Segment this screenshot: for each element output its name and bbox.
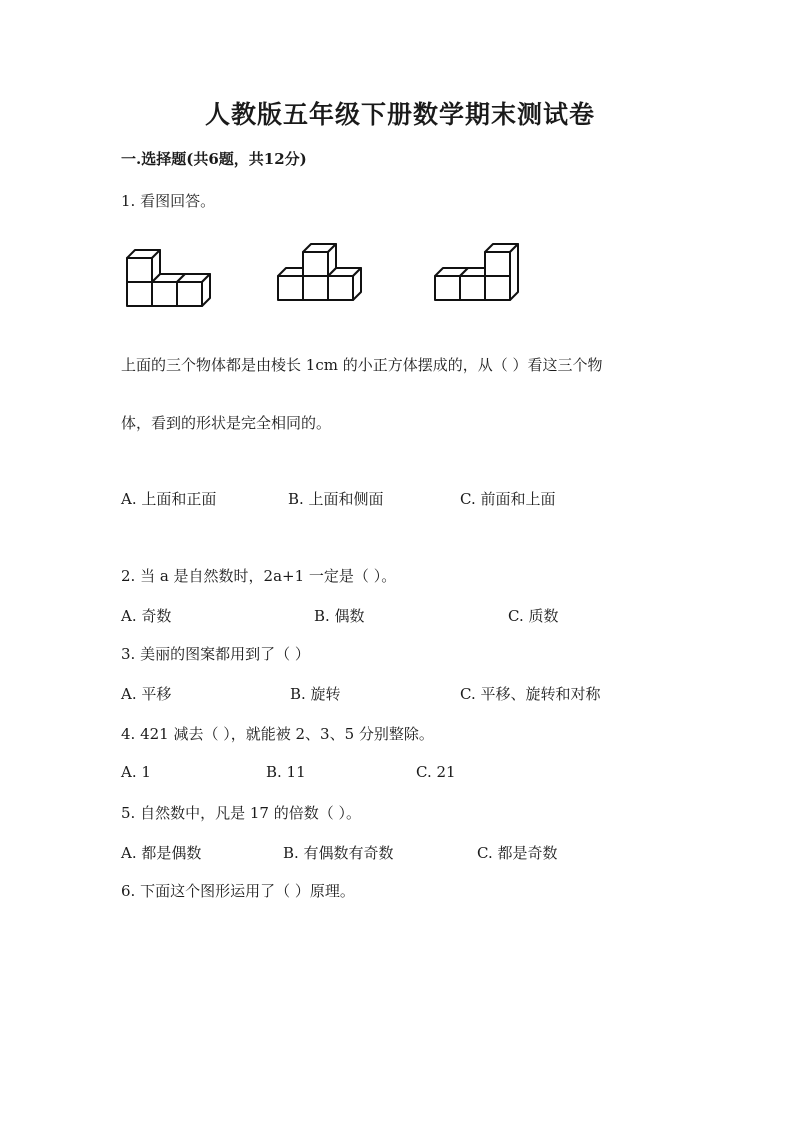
question-1-description-line-1: 上面的三个物体都是由棱长 1cm 的小正方体摆成的，从（ ）看这三个物 (121, 356, 603, 374)
question-2-option-b[interactable]: B. 偶数 (314, 607, 365, 625)
question-4-option-b[interactable]: B. 11 (266, 763, 306, 781)
question-2-option-a[interactable]: A. 奇数 (121, 607, 172, 625)
section-heading: 一.选择题(共6题，共12分) (121, 150, 307, 168)
page-title: 人教版五年级下册数学期末测试卷 (204, 100, 595, 129)
question-4-option-a[interactable]: A. 1 (121, 763, 151, 781)
question-5-stem: 5. 自然数中，凡是 17 的倍数（ ）。 (121, 804, 361, 822)
question-1-option-b[interactable]: B. 上面和侧面 (288, 490, 384, 508)
question-3-stem: 3. 美丽的图案都用到了（ ） (121, 645, 310, 663)
question-5-option-b[interactable]: B. 有偶数有奇数 (283, 844, 394, 862)
question-1-option-a[interactable]: A. 上面和正面 (121, 490, 217, 508)
question-3-option-b[interactable]: B. 旋转 (290, 685, 341, 703)
question-1-option-c[interactable]: C. 前面和上面 (460, 490, 556, 508)
question-3-option-c[interactable]: C. 平移、旋转和对称 (460, 685, 601, 703)
question-5-option-a[interactable]: A. 都是偶数 (121, 844, 202, 862)
question-3-option-a[interactable]: A. 平移 (121, 685, 172, 703)
question-5-option-c[interactable]: C. 都是奇数 (477, 844, 558, 862)
cube-figure-2 (275, 242, 367, 308)
question-4-option-c[interactable]: C. 21 (416, 763, 456, 781)
question-1-description-line-2: 体，看到的形状是完全相同的。 (121, 414, 332, 432)
cube-figure-3 (432, 242, 524, 308)
question-4-stem: 4. 421 减去（ ），就能被 2、3、5 分别整除。 (121, 725, 434, 743)
question-6-stem: 6. 下面这个图形运用了（ ）原理。 (121, 882, 355, 900)
cube-figure-1 (124, 248, 216, 314)
question-1-stem: 1. 看图回答。 (121, 192, 216, 210)
question-2-option-c[interactable]: C. 质数 (508, 607, 559, 625)
question-2-stem: 2. 当 a 是自然数时，2a+1 一定是（ ）。 (121, 567, 397, 585)
